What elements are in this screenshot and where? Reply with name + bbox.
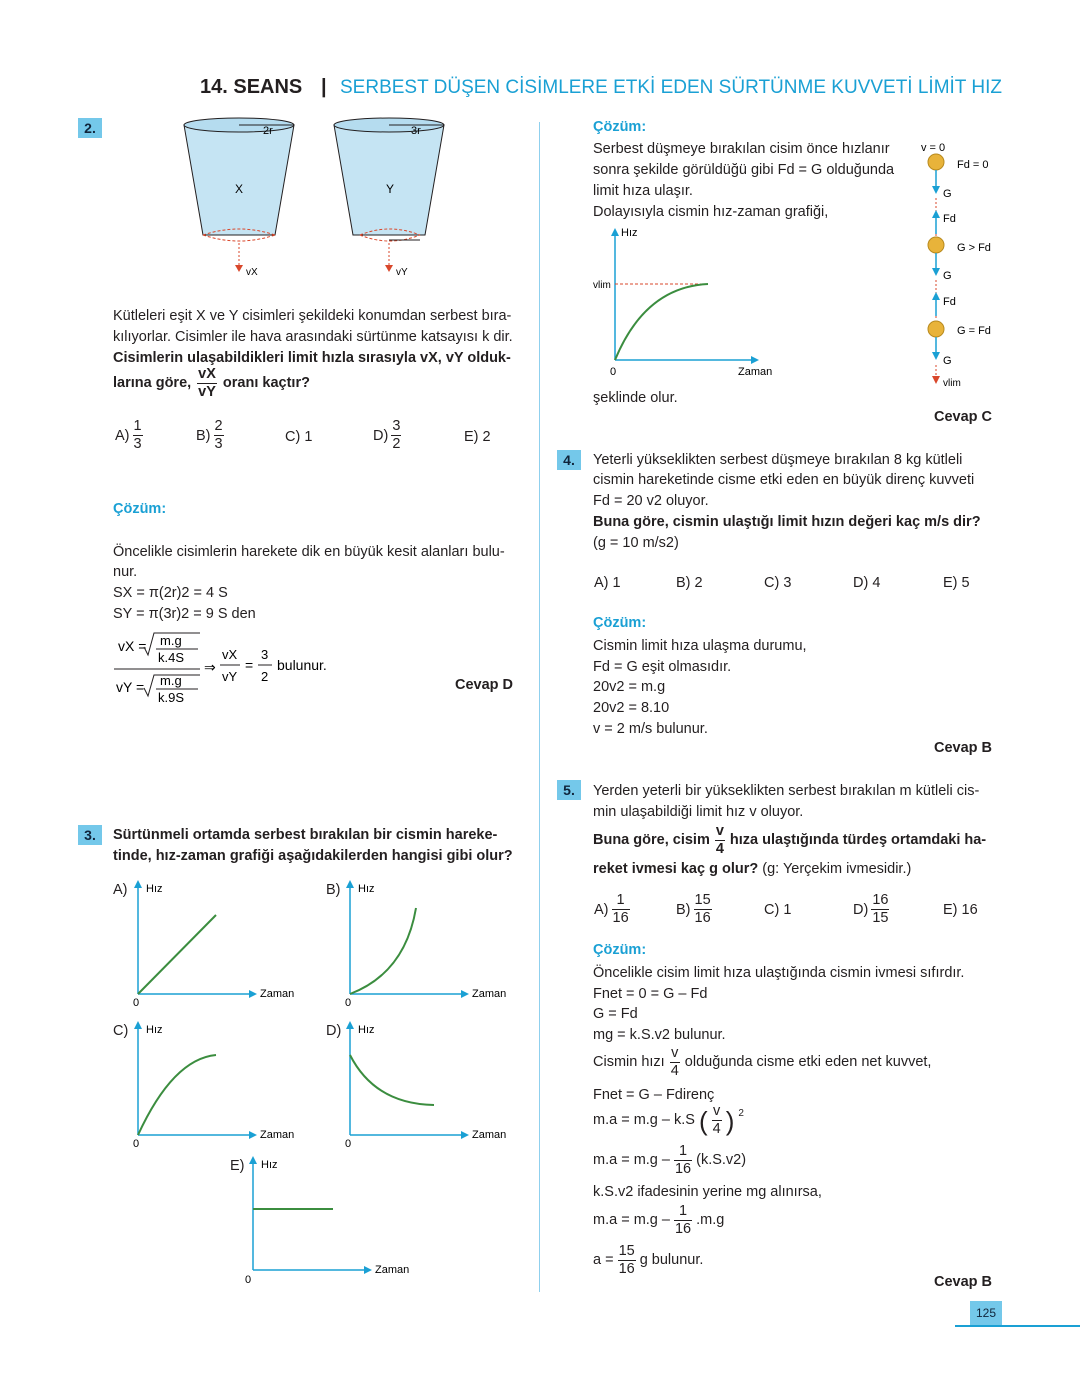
q5-sol-2: Fnet = 0 = G – Fd: [593, 986, 708, 1002]
graph-hiz: Hız: [621, 227, 638, 239]
axis-zaman: Zaman: [472, 988, 507, 1000]
option-num: 1: [133, 418, 142, 434]
frac-num: v: [715, 823, 724, 839]
q5-sol-11-post: g bulunur.: [639, 1252, 704, 1268]
sol-vx-small: vX: [222, 647, 238, 662]
frac-num: v: [671, 1045, 679, 1061]
q5-option-c[interactable]: [764, 902, 791, 918]
q5-sol-5-pre: Cismin hızı: [593, 1054, 665, 1070]
q4-option-c[interactable]: C) 3: [764, 575, 792, 591]
q2-option-b[interactable]: [196, 418, 224, 453]
q3sol-answer: Cevap C: [934, 409, 993, 425]
axis-origin: 0: [133, 1138, 140, 1150]
q5-sol-8: [593, 1143, 746, 1178]
option-letter: E): [943, 902, 958, 918]
q3-graph-e[interactable]: [243, 1154, 423, 1289]
q2-bold-1: Cisimlerin ulaşabildikleri limit hızla sırasıyla vX, vY olduk-: [113, 350, 511, 366]
sol-vy-small: vY: [222, 669, 238, 684]
q5-sol-4: mg = k.S.v2 bulunur.: [593, 1027, 726, 1043]
q5-sol-8-pre: m.a = m.g –: [593, 1152, 670, 1168]
q5-line-2: min ulaşabildiği limit hız v oluyor.: [593, 804, 804, 820]
q5-bold-1: [593, 823, 986, 858]
q2-bold-2-pre: larına göre,: [113, 375, 192, 391]
diagram-g-eq-fd: G = Fd: [957, 325, 991, 337]
option-letter: D): [853, 901, 869, 918]
q2-sol-2: nur.: [113, 564, 138, 580]
sol-k9s: k.9S: [158, 690, 185, 705]
q4-line-3: Fd = 20 v2 oluyor.: [593, 493, 709, 509]
q5-sol-11: [593, 1243, 703, 1278]
diagram-g-gt-fd: G > Fd: [957, 242, 991, 254]
q4-bold: Buna göre, cismin ulaştığı limit hızın değeri kaç m/s dir?: [593, 514, 981, 530]
option-letter: E): [464, 429, 479, 445]
frac-den: 16: [674, 1161, 692, 1177]
question-number-3: 3.: [78, 825, 102, 845]
diagram-fd0: Fd = 0: [957, 159, 989, 171]
frac-num: v: [713, 1103, 721, 1119]
diagram-fd2: Fd: [943, 296, 956, 308]
diagram-vlim: vlim: [943, 378, 961, 389]
option-den: 3: [214, 436, 223, 452]
session-title: 14. SEANS: [200, 76, 303, 98]
q5-sol-3: G = Fd: [593, 1006, 638, 1022]
q5-option-d[interactable]: [853, 892, 889, 927]
q3sol-line-3: limit hıza ulaşır.: [593, 183, 693, 199]
graph-vlim: vlim: [593, 280, 611, 291]
q4-line-1: Yeterli yükseklikten serbest düşmeye bırakılan 8 kg kütleli: [593, 452, 963, 468]
frac-den: 4: [712, 1121, 721, 1137]
q3sol-after: şeklinde olur.: [593, 390, 678, 406]
q4-option-d[interactable]: D) 4: [853, 575, 881, 591]
q3sol-line-4: Dolayısıyla cismin hız-zaman grafiği,: [593, 204, 829, 220]
cup-x-radius: 2r: [263, 125, 273, 137]
option-num: 2: [214, 418, 223, 434]
q5-bold-1-post: hıza ulaştığında türdeş ortamdaki ha-: [729, 832, 987, 848]
q4-option-a[interactable]: A) 1: [594, 575, 621, 591]
option-num: 3: [392, 418, 401, 434]
q5-sol-10-post: .m.g: [696, 1212, 725, 1228]
axis-origin: 0: [345, 997, 352, 1009]
question-number-5: 5.: [557, 780, 581, 800]
q3-text-2: tinde, hız-zaman grafiği aşağıdakilerden hangisi gibi olur?: [113, 848, 513, 864]
q5-option-e[interactable]: [943, 902, 978, 918]
axis-origin: 0: [345, 1138, 352, 1150]
q5-option-b[interactable]: [676, 892, 712, 927]
sol-vx: vX =: [118, 638, 147, 654]
q3-graph-d[interactable]: [340, 1019, 520, 1154]
frac-den: 4: [715, 841, 724, 857]
q3-option-d-label[interactable]: D): [326, 1023, 342, 1039]
q5-sol-1: Öncelikle cisim limit hıza ulaştığında cismin ivmesi sıfırdır.: [593, 965, 965, 981]
topic-title: SERBEST DÜŞEN CİSİMLERE ETKİ EDEN SÜRTÜNME KUVVETİ LİMİT HIZ: [340, 77, 1002, 98]
arrow-vy: vY: [396, 267, 408, 278]
option-den: 2: [392, 436, 401, 452]
diagram-g1: G: [943, 188, 952, 200]
q3-option-e-label[interactable]: E): [230, 1158, 245, 1174]
q5-sol-7-pre: m.a = m.g – k.S: [593, 1112, 695, 1128]
axis-hiz: Hız: [146, 883, 163, 895]
axis-zaman: Zaman: [260, 1129, 295, 1141]
q2-option-e[interactable]: [464, 429, 491, 445]
header-separator: |: [321, 76, 327, 98]
q2-option-c[interactable]: [285, 429, 312, 445]
option-value: 16: [961, 902, 978, 918]
q2-solution-title: Çözüm:: [113, 501, 167, 517]
q5-sol-7: m.a = m.g – k.S ( $\frac{v}{4}$ ) $^2$: [593, 1103, 744, 1137]
q5-bold-2-note: (g: Yerçekim ivmesidir.): [762, 861, 912, 877]
q2-sol-sy: SY = π(3r)2 = 9 S den: [113, 606, 256, 622]
frac-num: 15: [618, 1243, 635, 1259]
cup-y-label: Y: [386, 182, 395, 196]
sol-mg-2: m.g: [160, 673, 182, 688]
ratio-den: vY: [198, 384, 216, 400]
q2-text-1: Kütleleri eşit X ve Y cisimleri şekildeki konumdan serbest bıra-: [113, 308, 512, 324]
q5-line-1: Yerden yeterli bir yükseklikten serbest bırakılan m kütleli cis-: [593, 783, 980, 799]
arrow-vx: vX: [246, 267, 258, 278]
column-divider: [539, 122, 540, 1292]
axis-hiz: Hız: [146, 1024, 163, 1036]
q5-sol-10-pre: m.a = m.g –: [593, 1212, 670, 1228]
q3-option-a-label[interactable]: A): [113, 882, 128, 898]
graph-zaman: Zaman: [738, 366, 773, 378]
sol-vy: vY =: [116, 679, 145, 695]
axis-hiz: Hız: [358, 883, 375, 895]
option-value: 1: [304, 429, 313, 445]
q3-solution-title: Çözüm:: [593, 119, 647, 135]
q5-solution-title: Çözüm:: [593, 942, 647, 958]
option-letter: A): [115, 427, 130, 444]
q2-option-a[interactable]: [115, 418, 143, 453]
q4-answer: Cevap B: [934, 740, 993, 756]
q3-graph-c[interactable]: [128, 1019, 308, 1154]
option-letter: C): [764, 902, 780, 918]
q2-bold-2: [113, 366, 310, 401]
q4-sol-5: v = 2 m/s bulunur.: [593, 721, 708, 737]
q2-ratio: [197, 366, 217, 401]
q4-sol-4: 20v2 = 8.10: [593, 700, 670, 716]
axis-zaman: Zaman: [260, 988, 295, 1000]
diagram-v0: v = 0: [921, 142, 946, 154]
option-letter: B): [196, 427, 211, 444]
q4-sol-1: Cismin limit hıza ulaşma durumu,: [593, 638, 807, 654]
sol-res-den: 2: [261, 669, 269, 684]
option-num: 1: [612, 892, 630, 910]
q5-sol-6: Fnet = G – Fdirenç: [593, 1087, 715, 1103]
q3sol-graph: [590, 222, 790, 382]
sol-k4s: k.4S: [158, 650, 185, 665]
diagram-fd1: Fd: [943, 213, 956, 225]
axis-hiz: Hız: [261, 1159, 278, 1171]
page-number-line: [955, 1325, 1080, 1327]
q3sol-line-2: sonra şekilde görüldüğü gibi Fd = G olduğunda: [593, 162, 895, 178]
q5-bold-1-pre: Buna göre, cisim: [593, 832, 710, 848]
q2-sol-sx: SX = π(2r)2 = 4 S: [113, 585, 228, 601]
q3-option-b-label[interactable]: B): [326, 882, 341, 898]
q3sol-line-1: Serbest düşmeye bırakılan cisim önce hızlanır: [593, 141, 890, 157]
option-value: 1: [783, 902, 792, 918]
frac-num: 1: [674, 1203, 692, 1221]
q3-graph-a[interactable]: [128, 878, 308, 1013]
option-letter: C): [285, 429, 301, 445]
axis-origin: 0: [245, 1274, 252, 1286]
sol-res-num: 3: [261, 647, 269, 662]
option-letter: A): [594, 901, 609, 918]
q5-sol-11-pre: a =: [593, 1252, 614, 1268]
graph-origin: 0: [610, 366, 617, 378]
cup-x-label: X: [235, 182, 244, 196]
q3-text-1: Sürtünmeli ortamda serbest bırakılan bir cismin hareke-: [113, 827, 498, 843]
option-den: 16: [612, 910, 629, 926]
question-number-2: 2.: [78, 118, 102, 138]
option-letter: B): [676, 901, 691, 918]
q5-sol-8-post: (k.S.v2): [696, 1152, 747, 1168]
q2-bold-2-post: oranı kaçtır?: [222, 375, 310, 391]
question-number-4: 4.: [557, 450, 581, 470]
q2-option-d[interactable]: [373, 418, 401, 453]
page-number: 125: [970, 1301, 1002, 1325]
axis-zaman: Zaman: [375, 1264, 410, 1276]
q5-answer: Cevap B: [934, 1274, 993, 1290]
ratio-num: vX: [198, 366, 216, 382]
q4-option-b[interactable]: B) 2: [676, 575, 703, 591]
q2-answer: Cevap D: [455, 677, 514, 693]
q4-sol-3: 20v2 = m.g: [593, 679, 666, 695]
option-letter: D): [373, 427, 389, 444]
q5-sol-10: [593, 1203, 724, 1238]
axis-hiz: Hız: [358, 1024, 375, 1036]
option-num: 15: [694, 892, 711, 908]
q5-bold-2-text: reket ivmesi kaç g olur?: [593, 861, 759, 877]
option-num: 16: [872, 892, 889, 908]
q5-sol-5-post: olduğunda cisme etki eden net kuvvet,: [684, 1054, 932, 1070]
q2-ratio-figure: [110, 625, 340, 710]
q3-option-c-label[interactable]: C): [113, 1023, 129, 1039]
frac-den: 4: [670, 1063, 679, 1079]
q3-graph-b[interactable]: [340, 878, 520, 1013]
q5-option-a[interactable]: [594, 892, 630, 927]
frac-den: 16: [674, 1221, 692, 1237]
q4-solution-title: Çözüm:: [593, 615, 647, 631]
option-value: 2: [482, 429, 491, 445]
q5-sol-5: [593, 1045, 931, 1080]
option-den: 3: [133, 436, 142, 452]
q5-sol-9: k.S.v2 ifadesinin yerine mg alınırsa,: [593, 1184, 822, 1200]
q4-sol-2: Fd = G eşit olmasıdır.: [593, 659, 732, 675]
svg-text:=: =: [245, 657, 254, 673]
frac-den: 16: [618, 1261, 635, 1277]
q4-given: (g = 10 m/s2): [593, 535, 679, 551]
option-den: 16: [694, 910, 711, 926]
axis-zaman: Zaman: [472, 1129, 507, 1141]
cups-figure: [170, 115, 450, 285]
q5-bold-2: [593, 859, 911, 880]
sol-bulunur: bulunur.: [277, 657, 327, 673]
sol-implies: ⇒: [204, 659, 216, 675]
sol-mg-1: m.g: [160, 633, 182, 648]
diagram-g2: G: [943, 270, 952, 282]
frac-num: 1: [674, 1143, 692, 1161]
q2-sol-1: Öncelikle cisimlerin harekete dik en büyük kesit alanları bulu-: [113, 544, 505, 560]
option-den: 15: [872, 910, 889, 926]
force-diagram: [905, 138, 1015, 393]
q4-option-e[interactable]: E) 5: [943, 575, 970, 591]
axis-origin: 0: [133, 997, 140, 1009]
q2-text-2: kılıyorlar. Cisimler ile hava arasındaki sürtünme katsayısı k dir.: [113, 329, 513, 345]
cup-y-radius: 3r: [411, 125, 421, 137]
diagram-g3: G: [943, 355, 952, 367]
q4-line-2: cismin hareketinde cisme etki eden en büyük direnç kuvveti: [593, 472, 975, 488]
